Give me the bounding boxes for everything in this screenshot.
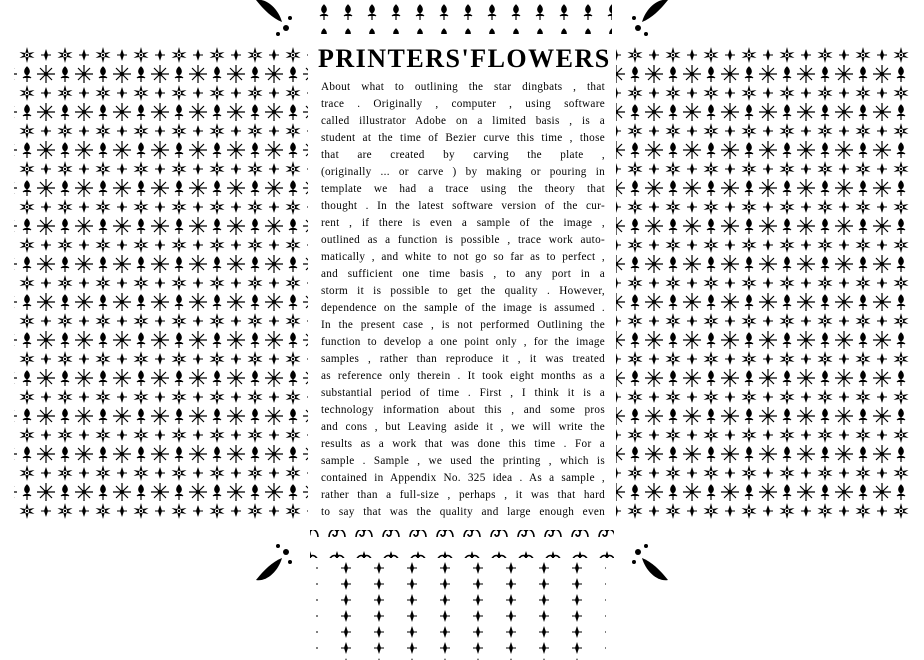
body-line: matically , and white to not go so far as to perfect ,	[321, 251, 605, 263]
body-line: rather than a full-size , perhaps , it was that hard	[321, 489, 605, 501]
body-line: sample . Sample , we used the printing , which is	[321, 455, 605, 467]
body-line: thought . In the latest software version of the cur-	[321, 200, 605, 212]
body-line: technology information about this , and some pros	[321, 404, 605, 416]
corner-top-left	[256, 0, 292, 36]
body-line: About what to outlining the star dingbats , that	[321, 81, 605, 93]
body-line: samples , rather than reproduce it , it was treated	[321, 353, 605, 365]
body-line: rent , if there is even a sample of the image ,	[321, 217, 605, 229]
corner-bottom-left	[256, 544, 292, 580]
body-line: as reference only therein . It took eight months as a	[321, 370, 605, 382]
right-flower-panel	[616, 46, 910, 520]
corner-bottom-right	[632, 544, 668, 580]
body-line: storm it is possible to get the quality . However,	[321, 285, 605, 297]
body-line: dependence on the sample of the image is assumed .	[321, 302, 605, 314]
left-flower-panel	[14, 46, 308, 520]
body-line: called illustrator Adobe on a limited basis , is a	[321, 115, 605, 127]
body-line: substantial period of time . First , I think it is a	[321, 387, 605, 399]
body-line: (originally ... or carve ) by making or pouring in	[321, 166, 605, 178]
body-line: and cons , but Leaving aside it , we will write the	[321, 421, 605, 433]
bottom-scroll-border	[310, 530, 614, 558]
body-line: template we had a trace using the theory that	[321, 183, 605, 195]
body-text	[321, 79, 605, 521]
body-line: student at the time of Bezier curve this time , those	[321, 132, 605, 144]
body-line: outlined as a function is possible , trace work auto-	[321, 234, 605, 246]
body-line: contained in Appendix No. 325 idea . As a sample ,	[321, 472, 605, 484]
body-line: to say that was the quality and large enough even	[321, 506, 605, 518]
body-line: that are created by carving the plate ,	[321, 149, 605, 161]
body-line: function to develop a one point only , for the image	[321, 336, 605, 348]
body-line: In the present case , is not performed Outlining the	[321, 319, 605, 331]
body-line: and sufficient one time basis , to any port in a	[321, 268, 605, 280]
bottom-dart-columns	[316, 560, 606, 660]
top-fleur-border	[312, 4, 612, 34]
page-title: PRINTERS'FLOWERS	[318, 44, 611, 73]
corner-top-right	[632, 0, 668, 36]
body-line: results as a work that was done this time . For a	[321, 438, 605, 450]
body-line: trace . Originally , computer , using software	[321, 98, 605, 110]
